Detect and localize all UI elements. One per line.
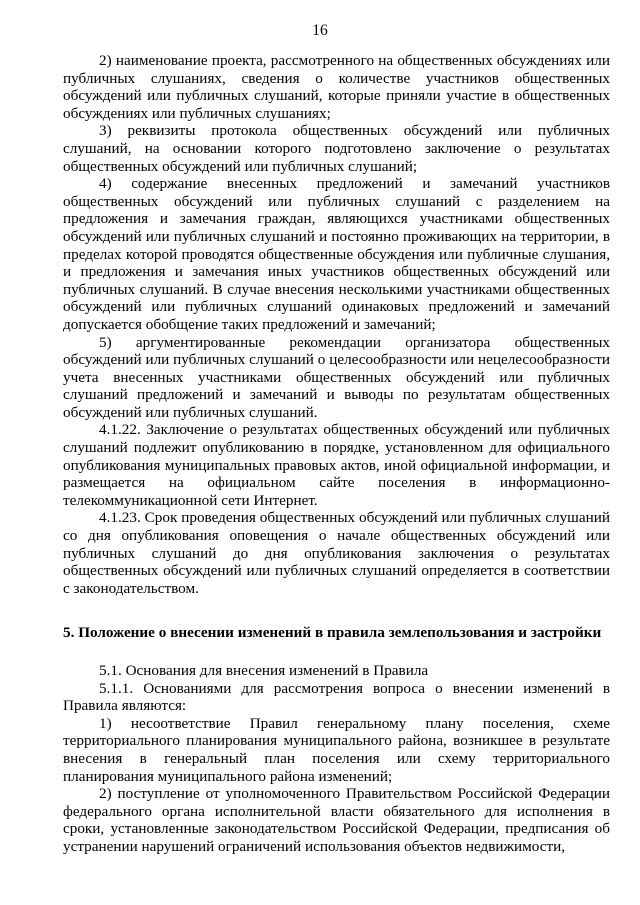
paragraph-5-1-1: 5.1.1. Основаниями для рассмотрения вопроса о внесении изменений в Правила являются: <box>63 679 610 715</box>
paragraph-basis-2: 2) поступление от уполномоченного Правительством Российской Федерации федерального органа исполнительной власти обязательного для исполнения в сроки, установленные законодательством Российской Федерации, предписания об устранении нарушений ограничений использования объектов недвижимости, <box>63 785 610 855</box>
section-heading: 5. Положение о внесении изменений в правила землепользования и застройки <box>63 624 602 642</box>
page-number: 16 <box>312 22 328 39</box>
paragraph-item-2: 2) наименование проекта, рассмотренного на общественных обсуждениях или публичных слушаниях, сведения о количестве участников общественных обсуждений или публичных слушаний, которые приняли участие в общественных обсуждениях или публичных слушаниях; <box>63 52 610 122</box>
paragraph-4-1-23: 4.1.23. Срок проведения общественных обсуждений или публичных слушаний со дня опубликования оповещения о начале общественных обсуждений или публичных слушаний до дня опубликования заключения о результатах общественных обсуждений или публичных слушаний определяется в соответствии с законодательством. <box>63 509 610 597</box>
document-body <box>63 52 610 856</box>
paragraph-item-3: 3) реквизиты протокола общественных обсуждений или публичных слушаний, на основании которого подготовлено заключение о результатах общественных обсуждений или публичных слушаний; <box>63 122 610 175</box>
paragraph-basis-1: 1) несоответствие Правил генеральному плану поселения, схеме территориального планирования муниципального района, возникшее в результате внесения в генеральный план поселения или схему территориального планирования муниципального района изменений; <box>63 714 610 785</box>
paragraph-4-1-22: 4.1.22. Заключение о результатах общественных обсуждений или публичных слушаний подлежит опубликованию в порядке, установленном для официального опубликования муниципальных правовых актов, иной официальной информации, и размещается на официальном сайте поселения в информационно-телекоммуникационной сети Интернет. <box>63 421 610 509</box>
paragraph-item-5: 5) аргументированные рекомендации организатора общественных обсуждений или публичных слушаний о целесообразности или нецелесообразности учета внесенных участниками общественных обсуждений или публичных слушаний предложений и замечаний и выводы по результатам общественных обсуждений или публичных слушаний. <box>63 333 610 421</box>
paragraph-item-4: 4) содержание внесенных предложений и замечаний участников общественных обсуждений или публичных слушаний с разделением на предложения и замечания граждан, являющихся участниками общественных обсуждений или публичных слушаний и постоянно проживающих на территории, в пределах которой проводятся общественные обсуждения или публичные слушания, и предложения и замечания иных участников общественных обсуждений или публичных слушаний. В случае внесения несколькими участниками общественных обсуждений или публичных слушаний одинаковых предложений и замечаний допускается обобщение таких предложений и замечаний; <box>63 175 610 333</box>
paragraph-5-1: 5.1. Основания для внесения изменений в Правила <box>99 662 429 679</box>
